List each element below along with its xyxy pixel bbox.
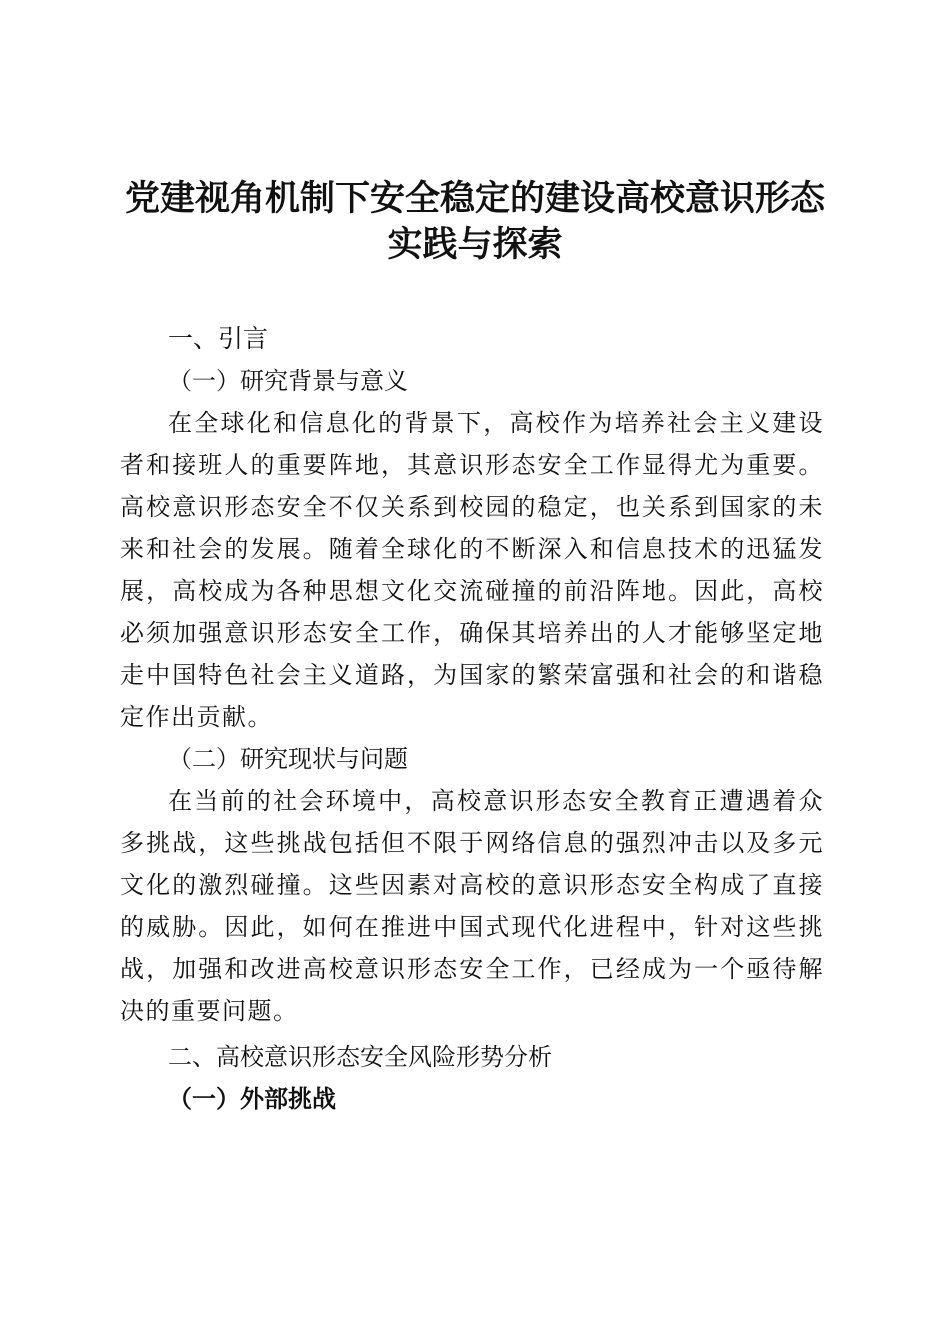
subsection-heading-external-challenges: （一）外部挑战 xyxy=(168,1084,336,1113)
title-line-1: 党建视角机制下安全稳定的建设高校意识形态 xyxy=(124,178,825,219)
document-body xyxy=(120,318,824,1120)
subsection-heading-background: （一）研究背景与意义 xyxy=(168,367,408,395)
section-heading-risk-analysis: 二、高校意识形态安全风险形势分析 xyxy=(168,1043,552,1071)
paragraph-status: 在当前的社会环境中，高校意识形态安全教育正遭遇着众多挑战，这些挑战包括但不限于网络信息的强烈冲击以及多元文化的激烈碰撞。这些因素对高校的意识形态安全构成了直接的威胁。因此，如何在推进中国式现代化进程中，针对这些挑战，加强和改进高校意识形态安全工作，已经成为一个亟待解决的重要问题。 xyxy=(120,787,824,1025)
paragraph-background: 在全球化和信息化的背景下，高校作为培养社会主义建设者和接班人的重要阵地，其意识形态安全工作显得尤为重要。高校意识形态安全不仅关系到校园的稳定，也关系到国家的未来和社会的发展。随着全球化的不断深入和信息技术的迅猛发展，高校成为各种思想文化交流碰撞的前沿阵地。因此，高校必须加强意识形态安全工作，确保其培养出的人才能够坚定地走中国特色社会主义道路，为国家的繁荣富强和社会的和谐稳定作出贡献。 xyxy=(120,409,824,731)
title-line-2: 实践与探索 xyxy=(387,224,563,265)
subsection-heading-status: （二）研究现状与问题 xyxy=(168,745,408,773)
section-heading-intro: 一、引言 xyxy=(168,324,269,353)
document-title xyxy=(100,176,850,268)
